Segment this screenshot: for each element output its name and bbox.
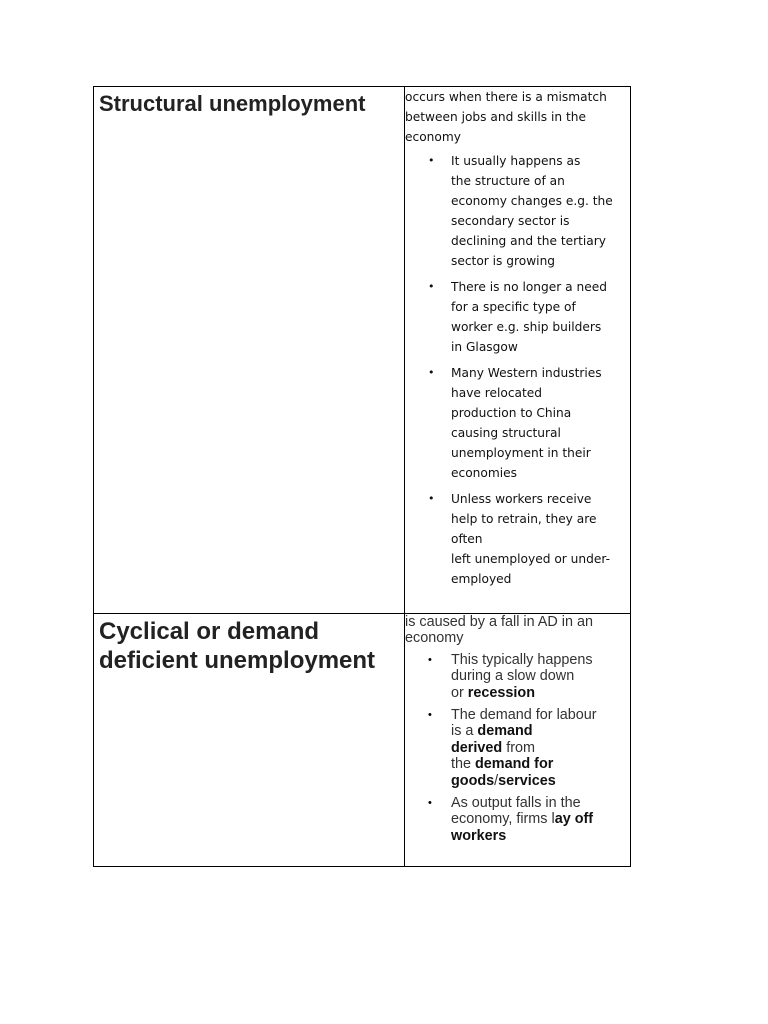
list-item — [405, 277, 630, 357]
bullet-line — [451, 828, 630, 844]
bullet-icon: • — [428, 797, 432, 810]
bullet-icon: • — [428, 154, 435, 167]
bullet-line: in Glasgow — [451, 340, 518, 354]
term-line: deficient unemployment — [99, 647, 376, 674]
bullet-line: There is no longer a need — [451, 280, 607, 294]
bullet-line — [451, 740, 630, 756]
bullet-line: for a specific type of — [451, 300, 576, 314]
bold-term: derived — [451, 739, 503, 756]
intro-line: economy — [405, 630, 464, 647]
text-run: from — [502, 739, 535, 756]
bold-term: services — [498, 772, 556, 789]
text-run: economy, firms l — [451, 811, 555, 828]
bullet-line: have relocated — [451, 386, 543, 400]
bullet-line: Many Western industries — [451, 366, 602, 380]
bullet-line — [451, 773, 630, 789]
list-item — [405, 652, 630, 701]
definition-cell-cyclical — [405, 614, 631, 867]
bold-term: workers — [451, 827, 507, 844]
unemployment-types-table — [93, 86, 631, 867]
bullet-line: causing structural — [451, 426, 561, 440]
bold-term: goods — [451, 772, 495, 789]
term-cell-cyclical — [94, 614, 405, 867]
bullet-line: employed — [451, 572, 512, 586]
bullet-line: sector is growing — [451, 254, 556, 268]
definition-cell-structural — [405, 87, 631, 614]
bullet-icon: • — [428, 280, 435, 293]
intro-line: economy — [405, 130, 461, 144]
bullet-line: As output falls in the — [451, 795, 581, 812]
bullet-line: Unless workers receive — [451, 492, 592, 506]
bullet-list-structural — [405, 151, 630, 589]
bullet-list-cyclical — [405, 652, 630, 844]
bullet-line: This typically happens — [451, 651, 593, 668]
bullet-line: unemployment in their — [451, 446, 591, 460]
bullet-line: during a slow down — [451, 668, 575, 685]
intro-line: between jobs and skills in the — [405, 110, 586, 124]
bullet-line — [451, 723, 630, 739]
bullet-line — [451, 756, 630, 772]
term-line: Cyclical or demand — [99, 618, 320, 645]
table-row-cyclical — [94, 614, 631, 867]
bullet-line: economy changes e.g. the — [451, 194, 613, 208]
bullet-line: production to China — [451, 406, 572, 420]
bullet-line: It usually happens as — [451, 154, 581, 168]
bullet-line — [451, 811, 630, 827]
bullet-line: economies — [451, 466, 517, 480]
bold-term: demand — [477, 723, 533, 740]
text-run: / — [494, 772, 499, 789]
text-run: the — [451, 756, 476, 773]
bold-term: demand for — [475, 756, 554, 773]
bullet-line: secondary sector is — [451, 214, 570, 228]
bullet-icon: • — [428, 709, 432, 722]
list-item — [405, 363, 630, 483]
list-item — [405, 795, 630, 844]
bold-term: ay off — [554, 811, 594, 828]
bullet-line: The demand for labour — [451, 707, 597, 724]
bullet-line: worker e.g. ship builders — [451, 320, 602, 334]
bullet-line: help to retrain, they are — [451, 512, 597, 526]
definition-intro — [405, 614, 630, 647]
table-row-structural — [94, 87, 631, 614]
definition-intro — [405, 87, 630, 147]
bullet-icon: • — [428, 653, 432, 666]
bullet-icon: • — [428, 366, 435, 379]
intro-line: is caused by a fall in AD in an — [405, 614, 593, 630]
bullet-line: declining and the tertiary — [451, 234, 606, 248]
bullet-line: often — [451, 532, 483, 546]
list-item — [405, 707, 630, 789]
term-cell-structural — [94, 87, 405, 614]
term-cyclical-unemployment — [94, 614, 404, 675]
text-run: or — [451, 684, 468, 701]
term-structural-unemployment: Structural unemployment — [99, 91, 366, 116]
list-item — [405, 489, 630, 589]
bullet-line — [451, 685, 630, 701]
intro-line: occurs when there is a mismatch — [405, 90, 607, 104]
bold-term: recession — [467, 684, 535, 701]
list-item — [405, 151, 630, 271]
bullet-icon: • — [428, 492, 435, 505]
text-run: is a — [451, 723, 478, 740]
bullet-line: left unemployed or under- — [451, 552, 610, 566]
bullet-line: the structure of an — [451, 174, 565, 188]
